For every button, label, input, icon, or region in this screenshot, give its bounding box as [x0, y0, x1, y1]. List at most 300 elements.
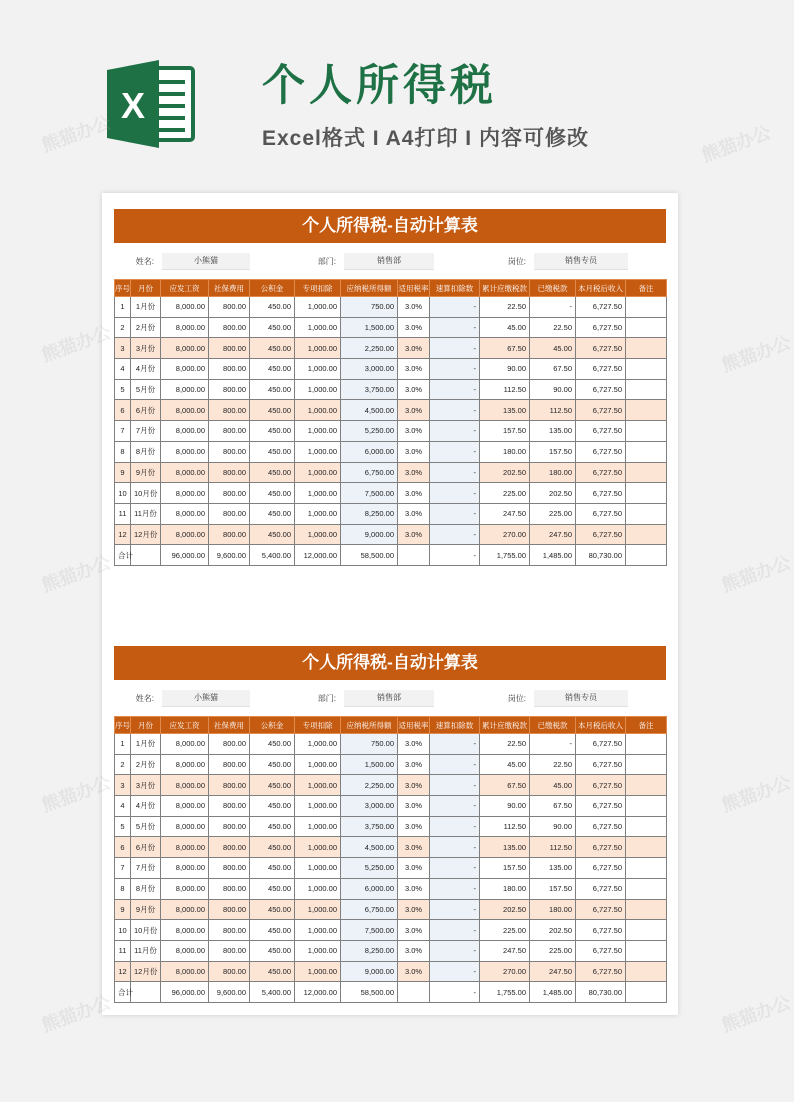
- cell-net-income[interactable]: 6,727.50: [576, 503, 626, 524]
- cell-quick-deduction[interactable]: -: [430, 503, 480, 524]
- cell-taxable-income[interactable]: 4,500.00: [341, 837, 398, 858]
- cell-cumulative-tax[interactable]: 270.00: [480, 524, 530, 545]
- cell-net-income[interactable]: 6,727.50: [576, 816, 626, 837]
- cell-taxable-income[interactable]: 3,000.00: [341, 359, 398, 380]
- cell-tax-rate[interactable]: 3.0%: [398, 462, 430, 483]
- cell-month[interactable]: 11月份: [131, 503, 161, 524]
- cell-gross-pay[interactable]: 8,000.00: [161, 734, 209, 755]
- cell-quick-deduction[interactable]: -: [430, 441, 480, 462]
- cell-quick-deduction[interactable]: -: [430, 899, 480, 920]
- cell-index[interactable]: 12: [115, 524, 131, 545]
- cell-paid-tax[interactable]: 112.50: [530, 400, 576, 421]
- cell-remarks[interactable]: [626, 297, 667, 318]
- cell-taxable-income[interactable]: 6,000.00: [341, 878, 398, 899]
- cell-quick-deduction[interactable]: -: [430, 524, 480, 545]
- cell-quick-deduction[interactable]: -: [430, 400, 480, 421]
- cell-special-deduction[interactable]: 1,000.00: [295, 421, 341, 442]
- cell-social-insurance[interactable]: 800.00: [209, 359, 250, 380]
- cell-paid-tax[interactable]: 90.00: [530, 816, 576, 837]
- cell-remarks[interactable]: [626, 837, 667, 858]
- cell-net-income[interactable]: 6,727.50: [576, 961, 626, 982]
- cell-net-income[interactable]: 6,727.50: [576, 462, 626, 483]
- cell-remarks[interactable]: [626, 483, 667, 504]
- cell-month[interactable]: 7月份: [131, 858, 161, 879]
- cell-social-insurance[interactable]: 800.00: [209, 317, 250, 338]
- cell-housing-fund[interactable]: 450.00: [250, 940, 295, 961]
- cell-tax-rate[interactable]: 3.0%: [398, 359, 430, 380]
- cell-housing-fund[interactable]: 450.00: [250, 734, 295, 755]
- cell-paid-tax[interactable]: 180.00: [530, 462, 576, 483]
- cell-special-deduction[interactable]: 1,000.00: [295, 297, 341, 318]
- cell-index[interactable]: 12: [115, 961, 131, 982]
- cell-remarks[interactable]: [626, 940, 667, 961]
- cell-net-income[interactable]: 6,727.50: [576, 920, 626, 941]
- cell-paid-tax[interactable]: -: [530, 297, 576, 318]
- cell-special-deduction[interactable]: 1,000.00: [295, 816, 341, 837]
- cell-gross-pay[interactable]: 8,000.00: [161, 775, 209, 796]
- cell-housing-fund[interactable]: 450.00: [250, 524, 295, 545]
- cell-social-insurance[interactable]: 800.00: [209, 483, 250, 504]
- cell-net-income[interactable]: 6,727.50: [576, 940, 626, 961]
- cell-paid-tax[interactable]: 90.00: [530, 379, 576, 400]
- cell-special-deduction[interactable]: 1,000.00: [295, 858, 341, 879]
- cell-gross-pay[interactable]: 8,000.00: [161, 421, 209, 442]
- cell-cumulative-tax[interactable]: 112.50: [480, 379, 530, 400]
- cell-remarks[interactable]: [626, 734, 667, 755]
- cell-housing-fund[interactable]: 450.00: [250, 421, 295, 442]
- cell-tax-rate[interactable]: 3.0%: [398, 483, 430, 504]
- cell-gross-pay[interactable]: 8,000.00: [161, 796, 209, 817]
- cell-social-insurance[interactable]: 800.00: [209, 899, 250, 920]
- cell-gross-pay[interactable]: 8,000.00: [161, 338, 209, 359]
- cell-gross-pay[interactable]: 8,000.00: [161, 462, 209, 483]
- cell-remarks[interactable]: [626, 421, 667, 442]
- cell-cumulative-tax[interactable]: 67.50: [480, 338, 530, 359]
- cell-special-deduction[interactable]: 1,000.00: [295, 754, 341, 775]
- cell-cumulative-tax[interactable]: 45.00: [480, 754, 530, 775]
- cell-month[interactable]: 9月份: [131, 899, 161, 920]
- cell-cumulative-tax[interactable]: 157.50: [480, 858, 530, 879]
- cell-taxable-income[interactable]: 2,250.00: [341, 338, 398, 359]
- cell-social-insurance[interactable]: 800.00: [209, 379, 250, 400]
- cell-housing-fund[interactable]: 450.00: [250, 899, 295, 920]
- cell-quick-deduction[interactable]: -: [430, 858, 480, 879]
- cell-gross-pay[interactable]: 8,000.00: [161, 483, 209, 504]
- cell-month[interactable]: 8月份: [131, 441, 161, 462]
- cell-paid-tax[interactable]: 202.50: [530, 483, 576, 504]
- cell-net-income[interactable]: 6,727.50: [576, 379, 626, 400]
- cell-housing-fund[interactable]: 450.00: [250, 775, 295, 796]
- cell-housing-fund[interactable]: 450.00: [250, 441, 295, 462]
- cell-quick-deduction[interactable]: -: [430, 483, 480, 504]
- cell-remarks[interactable]: [626, 503, 667, 524]
- cell-special-deduction[interactable]: 1,000.00: [295, 441, 341, 462]
- cell-taxable-income[interactable]: 6,000.00: [341, 441, 398, 462]
- cell-social-insurance[interactable]: 800.00: [209, 734, 250, 755]
- cell-index[interactable]: 3: [115, 775, 131, 796]
- cell-housing-fund[interactable]: 450.00: [250, 359, 295, 380]
- cell-special-deduction[interactable]: 1,000.00: [295, 837, 341, 858]
- cell-tax-rate[interactable]: 3.0%: [398, 775, 430, 796]
- cell-tax-rate[interactable]: 3.0%: [398, 379, 430, 400]
- cell-quick-deduction[interactable]: -: [430, 338, 480, 359]
- cell-index[interactable]: 10: [115, 920, 131, 941]
- cell-paid-tax[interactable]: 202.50: [530, 920, 576, 941]
- cell-quick-deduction[interactable]: -: [430, 317, 480, 338]
- cell-housing-fund[interactable]: 450.00: [250, 920, 295, 941]
- cell-housing-fund[interactable]: 450.00: [250, 796, 295, 817]
- cell-gross-pay[interactable]: 8,000.00: [161, 940, 209, 961]
- cell-month[interactable]: 3月份: [131, 338, 161, 359]
- cell-paid-tax[interactable]: 45.00: [530, 338, 576, 359]
- cell-remarks[interactable]: [626, 317, 667, 338]
- cell-quick-deduction[interactable]: -: [430, 775, 480, 796]
- cell-tax-rate[interactable]: 3.0%: [398, 503, 430, 524]
- cell-tax-rate[interactable]: 3.0%: [398, 940, 430, 961]
- cell-taxable-income[interactable]: 1,500.00: [341, 317, 398, 338]
- cell-cumulative-tax[interactable]: 22.50: [480, 297, 530, 318]
- cell-quick-deduction[interactable]: -: [430, 297, 480, 318]
- cell-housing-fund[interactable]: 450.00: [250, 338, 295, 359]
- cell-cumulative-tax[interactable]: 180.00: [480, 441, 530, 462]
- cell-cumulative-tax[interactable]: 247.50: [480, 503, 530, 524]
- cell-special-deduction[interactable]: 1,000.00: [295, 940, 341, 961]
- cell-gross-pay[interactable]: 8,000.00: [161, 816, 209, 837]
- post-value[interactable]: 销售专员: [534, 690, 628, 707]
- cell-special-deduction[interactable]: 1,000.00: [295, 317, 341, 338]
- cell-paid-tax[interactable]: 22.50: [530, 754, 576, 775]
- cell-special-deduction[interactable]: 1,000.00: [295, 400, 341, 421]
- cell-housing-fund[interactable]: 450.00: [250, 462, 295, 483]
- cell-remarks[interactable]: [626, 920, 667, 941]
- cell-index[interactable]: 3: [115, 338, 131, 359]
- cell-index[interactable]: 6: [115, 400, 131, 421]
- cell-housing-fund[interactable]: 450.00: [250, 858, 295, 879]
- cell-month[interactable]: 12月份: [131, 961, 161, 982]
- cell-quick-deduction[interactable]: -: [430, 837, 480, 858]
- cell-tax-rate[interactable]: 3.0%: [398, 317, 430, 338]
- cell-tax-rate[interactable]: 3.0%: [398, 524, 430, 545]
- cell-special-deduction[interactable]: 1,000.00: [295, 961, 341, 982]
- cell-tax-rate[interactable]: 3.0%: [398, 441, 430, 462]
- cell-remarks[interactable]: [626, 858, 667, 879]
- cell-gross-pay[interactable]: 8,000.00: [161, 961, 209, 982]
- cell-social-insurance[interactable]: 800.00: [209, 297, 250, 318]
- cell-index[interactable]: 4: [115, 796, 131, 817]
- cell-social-insurance[interactable]: 800.00: [209, 400, 250, 421]
- cell-net-income[interactable]: 6,727.50: [576, 837, 626, 858]
- cell-paid-tax[interactable]: 157.50: [530, 441, 576, 462]
- cell-special-deduction[interactable]: 1,000.00: [295, 379, 341, 400]
- cell-paid-tax[interactable]: 112.50: [530, 837, 576, 858]
- cell-net-income[interactable]: 6,727.50: [576, 338, 626, 359]
- cell-month[interactable]: 4月份: [131, 359, 161, 380]
- cell-quick-deduction[interactable]: -: [430, 462, 480, 483]
- cell-taxable-income[interactable]: 7,500.00: [341, 483, 398, 504]
- cell-cumulative-tax[interactable]: 45.00: [480, 317, 530, 338]
- cell-paid-tax[interactable]: 225.00: [530, 940, 576, 961]
- cell-taxable-income[interactable]: 9,000.00: [341, 524, 398, 545]
- cell-paid-tax[interactable]: 157.50: [530, 878, 576, 899]
- cell-net-income[interactable]: 6,727.50: [576, 796, 626, 817]
- cell-taxable-income[interactable]: 6,750.00: [341, 462, 398, 483]
- cell-cumulative-tax[interactable]: 202.50: [480, 899, 530, 920]
- cell-cumulative-tax[interactable]: 180.00: [480, 878, 530, 899]
- cell-index[interactable]: 1: [115, 734, 131, 755]
- cell-social-insurance[interactable]: 800.00: [209, 524, 250, 545]
- cell-social-insurance[interactable]: 800.00: [209, 503, 250, 524]
- cell-month[interactable]: 6月份: [131, 400, 161, 421]
- cell-quick-deduction[interactable]: -: [430, 878, 480, 899]
- cell-index[interactable]: 5: [115, 816, 131, 837]
- cell-cumulative-tax[interactable]: 157.50: [480, 421, 530, 442]
- cell-gross-pay[interactable]: 8,000.00: [161, 400, 209, 421]
- cell-social-insurance[interactable]: 800.00: [209, 441, 250, 462]
- cell-quick-deduction[interactable]: -: [430, 796, 480, 817]
- cell-tax-rate[interactable]: 3.0%: [398, 920, 430, 941]
- cell-paid-tax[interactable]: 135.00: [530, 421, 576, 442]
- cell-net-income[interactable]: 6,727.50: [576, 297, 626, 318]
- cell-paid-tax[interactable]: 135.00: [530, 858, 576, 879]
- cell-social-insurance[interactable]: 800.00: [209, 816, 250, 837]
- cell-taxable-income[interactable]: 3,000.00: [341, 796, 398, 817]
- cell-cumulative-tax[interactable]: 22.50: [480, 734, 530, 755]
- cell-gross-pay[interactable]: 8,000.00: [161, 317, 209, 338]
- dept-value[interactable]: 销售部: [344, 253, 434, 270]
- cell-quick-deduction[interactable]: -: [430, 379, 480, 400]
- cell-tax-rate[interactable]: 3.0%: [398, 754, 430, 775]
- cell-tax-rate[interactable]: 3.0%: [398, 878, 430, 899]
- cell-net-income[interactable]: 6,727.50: [576, 483, 626, 504]
- cell-month[interactable]: 7月份: [131, 421, 161, 442]
- cell-social-insurance[interactable]: 800.00: [209, 775, 250, 796]
- cell-index[interactable]: 9: [115, 462, 131, 483]
- cell-remarks[interactable]: [626, 816, 667, 837]
- cell-housing-fund[interactable]: 450.00: [250, 379, 295, 400]
- cell-tax-rate[interactable]: 3.0%: [398, 400, 430, 421]
- cell-index[interactable]: 7: [115, 858, 131, 879]
- cell-remarks[interactable]: [626, 961, 667, 982]
- cell-month[interactable]: 10月份: [131, 483, 161, 504]
- cell-social-insurance[interactable]: 800.00: [209, 920, 250, 941]
- cell-housing-fund[interactable]: 450.00: [250, 297, 295, 318]
- cell-taxable-income[interactable]: 5,250.00: [341, 858, 398, 879]
- cell-special-deduction[interactable]: 1,000.00: [295, 524, 341, 545]
- cell-special-deduction[interactable]: 1,000.00: [295, 462, 341, 483]
- cell-special-deduction[interactable]: 1,000.00: [295, 734, 341, 755]
- cell-paid-tax[interactable]: 225.00: [530, 503, 576, 524]
- cell-index[interactable]: 6: [115, 837, 131, 858]
- cell-cumulative-tax[interactable]: 202.50: [480, 462, 530, 483]
- cell-special-deduction[interactable]: 1,000.00: [295, 899, 341, 920]
- cell-paid-tax[interactable]: -: [530, 734, 576, 755]
- cell-net-income[interactable]: 6,727.50: [576, 754, 626, 775]
- cell-index[interactable]: 11: [115, 503, 131, 524]
- cell-remarks[interactable]: [626, 899, 667, 920]
- cell-index[interactable]: 2: [115, 754, 131, 775]
- cell-special-deduction[interactable]: 1,000.00: [295, 796, 341, 817]
- cell-month[interactable]: 12月份: [131, 524, 161, 545]
- cell-gross-pay[interactable]: 8,000.00: [161, 754, 209, 775]
- cell-paid-tax[interactable]: 22.50: [530, 317, 576, 338]
- cell-gross-pay[interactable]: 8,000.00: [161, 899, 209, 920]
- cell-tax-rate[interactable]: 3.0%: [398, 338, 430, 359]
- cell-month[interactable]: 8月份: [131, 878, 161, 899]
- cell-taxable-income[interactable]: 6,750.00: [341, 899, 398, 920]
- cell-tax-rate[interactable]: 3.0%: [398, 816, 430, 837]
- cell-month[interactable]: 9月份: [131, 462, 161, 483]
- cell-taxable-income[interactable]: 7,500.00: [341, 920, 398, 941]
- cell-remarks[interactable]: [626, 338, 667, 359]
- cell-gross-pay[interactable]: 8,000.00: [161, 920, 209, 941]
- cell-paid-tax[interactable]: 67.50: [530, 359, 576, 380]
- cell-quick-deduction[interactable]: -: [430, 961, 480, 982]
- cell-paid-tax[interactable]: 45.00: [530, 775, 576, 796]
- cell-remarks[interactable]: [626, 878, 667, 899]
- cell-gross-pay[interactable]: 8,000.00: [161, 297, 209, 318]
- cell-tax-rate[interactable]: 3.0%: [398, 899, 430, 920]
- cell-paid-tax[interactable]: 67.50: [530, 796, 576, 817]
- cell-housing-fund[interactable]: 450.00: [250, 503, 295, 524]
- cell-tax-rate[interactable]: 3.0%: [398, 734, 430, 755]
- cell-net-income[interactable]: 6,727.50: [576, 775, 626, 796]
- cell-remarks[interactable]: [626, 796, 667, 817]
- cell-housing-fund[interactable]: 450.00: [250, 816, 295, 837]
- cell-gross-pay[interactable]: 8,000.00: [161, 878, 209, 899]
- cell-tax-rate[interactable]: 3.0%: [398, 858, 430, 879]
- cell-housing-fund[interactable]: 450.00: [250, 317, 295, 338]
- cell-index[interactable]: 1: [115, 297, 131, 318]
- cell-cumulative-tax[interactable]: 270.00: [480, 961, 530, 982]
- cell-index[interactable]: 9: [115, 899, 131, 920]
- cell-month[interactable]: 11月份: [131, 940, 161, 961]
- cell-social-insurance[interactable]: 800.00: [209, 338, 250, 359]
- cell-index[interactable]: 11: [115, 940, 131, 961]
- cell-remarks[interactable]: [626, 462, 667, 483]
- cell-index[interactable]: 8: [115, 878, 131, 899]
- cell-special-deduction[interactable]: 1,000.00: [295, 359, 341, 380]
- cell-taxable-income[interactable]: 5,250.00: [341, 421, 398, 442]
- cell-remarks[interactable]: [626, 379, 667, 400]
- cell-cumulative-tax[interactable]: 90.00: [480, 796, 530, 817]
- cell-index[interactable]: 2: [115, 317, 131, 338]
- cell-index[interactable]: 7: [115, 421, 131, 442]
- cell-social-insurance[interactable]: 800.00: [209, 462, 250, 483]
- cell-housing-fund[interactable]: 450.00: [250, 483, 295, 504]
- cell-social-insurance[interactable]: 800.00: [209, 421, 250, 442]
- cell-month[interactable]: 1月份: [131, 734, 161, 755]
- cell-net-income[interactable]: 6,727.50: [576, 734, 626, 755]
- cell-gross-pay[interactable]: 8,000.00: [161, 503, 209, 524]
- cell-index[interactable]: 4: [115, 359, 131, 380]
- cell-taxable-income[interactable]: 3,750.00: [341, 816, 398, 837]
- cell-social-insurance[interactable]: 800.00: [209, 878, 250, 899]
- cell-month[interactable]: 10月份: [131, 920, 161, 941]
- cell-social-insurance[interactable]: 800.00: [209, 858, 250, 879]
- cell-special-deduction[interactable]: 1,000.00: [295, 503, 341, 524]
- cell-social-insurance[interactable]: 800.00: [209, 940, 250, 961]
- cell-gross-pay[interactable]: 8,000.00: [161, 837, 209, 858]
- cell-special-deduction[interactable]: 1,000.00: [295, 338, 341, 359]
- cell-month[interactable]: 3月份: [131, 775, 161, 796]
- cell-housing-fund[interactable]: 450.00: [250, 878, 295, 899]
- cell-index[interactable]: 5: [115, 379, 131, 400]
- name-value[interactable]: 小熊猫: [162, 253, 250, 270]
- cell-taxable-income[interactable]: 8,250.00: [341, 503, 398, 524]
- cell-quick-deduction[interactable]: -: [430, 754, 480, 775]
- cell-taxable-income[interactable]: 8,250.00: [341, 940, 398, 961]
- cell-month[interactable]: 5月份: [131, 816, 161, 837]
- cell-taxable-income[interactable]: 750.00: [341, 734, 398, 755]
- cell-month[interactable]: 1月份: [131, 297, 161, 318]
- cell-paid-tax[interactable]: 247.50: [530, 524, 576, 545]
- cell-quick-deduction[interactable]: -: [430, 421, 480, 442]
- cell-housing-fund[interactable]: 450.00: [250, 837, 295, 858]
- cell-cumulative-tax[interactable]: 247.50: [480, 940, 530, 961]
- cell-social-insurance[interactable]: 800.00: [209, 961, 250, 982]
- cell-month[interactable]: 2月份: [131, 754, 161, 775]
- cell-net-income[interactable]: 6,727.50: [576, 421, 626, 442]
- cell-month[interactable]: 5月份: [131, 379, 161, 400]
- cell-special-deduction[interactable]: 1,000.00: [295, 483, 341, 504]
- cell-quick-deduction[interactable]: -: [430, 359, 480, 380]
- cell-net-income[interactable]: 6,727.50: [576, 359, 626, 380]
- cell-cumulative-tax[interactable]: 90.00: [480, 359, 530, 380]
- cell-gross-pay[interactable]: 8,000.00: [161, 441, 209, 462]
- cell-taxable-income[interactable]: 1,500.00: [341, 754, 398, 775]
- cell-cumulative-tax[interactable]: 67.50: [480, 775, 530, 796]
- cell-gross-pay[interactable]: 8,000.00: [161, 379, 209, 400]
- cell-special-deduction[interactable]: 1,000.00: [295, 775, 341, 796]
- cell-remarks[interactable]: [626, 775, 667, 796]
- cell-special-deduction[interactable]: 1,000.00: [295, 920, 341, 941]
- cell-housing-fund[interactable]: 450.00: [250, 961, 295, 982]
- cell-housing-fund[interactable]: 450.00: [250, 400, 295, 421]
- cell-taxable-income[interactable]: 3,750.00: [341, 379, 398, 400]
- cell-tax-rate[interactable]: 3.0%: [398, 421, 430, 442]
- cell-quick-deduction[interactable]: -: [430, 920, 480, 941]
- cell-quick-deduction[interactable]: -: [430, 734, 480, 755]
- cell-taxable-income[interactable]: 4,500.00: [341, 400, 398, 421]
- cell-tax-rate[interactable]: 3.0%: [398, 837, 430, 858]
- cell-gross-pay[interactable]: 8,000.00: [161, 524, 209, 545]
- cell-tax-rate[interactable]: 3.0%: [398, 297, 430, 318]
- cell-gross-pay[interactable]: 8,000.00: [161, 359, 209, 380]
- cell-net-income[interactable]: 6,727.50: [576, 317, 626, 338]
- cell-social-insurance[interactable]: 800.00: [209, 754, 250, 775]
- cell-remarks[interactable]: [626, 400, 667, 421]
- cell-index[interactable]: 10: [115, 483, 131, 504]
- cell-month[interactable]: 2月份: [131, 317, 161, 338]
- cell-cumulative-tax[interactable]: 135.00: [480, 400, 530, 421]
- cell-special-deduction[interactable]: 1,000.00: [295, 878, 341, 899]
- cell-month[interactable]: 6月份: [131, 837, 161, 858]
- cell-cumulative-tax[interactable]: 112.50: [480, 816, 530, 837]
- cell-cumulative-tax[interactable]: 225.00: [480, 483, 530, 504]
- cell-paid-tax[interactable]: 180.00: [530, 899, 576, 920]
- cell-cumulative-tax[interactable]: 225.00: [480, 920, 530, 941]
- cell-remarks[interactable]: [626, 359, 667, 380]
- cell-social-insurance[interactable]: 800.00: [209, 837, 250, 858]
- cell-remarks[interactable]: [626, 441, 667, 462]
- cell-taxable-income[interactable]: 9,000.00: [341, 961, 398, 982]
- cell-quick-deduction[interactable]: -: [430, 940, 480, 961]
- cell-remarks[interactable]: [626, 524, 667, 545]
- cell-social-insurance[interactable]: 800.00: [209, 796, 250, 817]
- cell-net-income[interactable]: 6,727.50: [576, 899, 626, 920]
- cell-taxable-income[interactable]: 2,250.00: [341, 775, 398, 796]
- cell-net-income[interactable]: 6,727.50: [576, 878, 626, 899]
